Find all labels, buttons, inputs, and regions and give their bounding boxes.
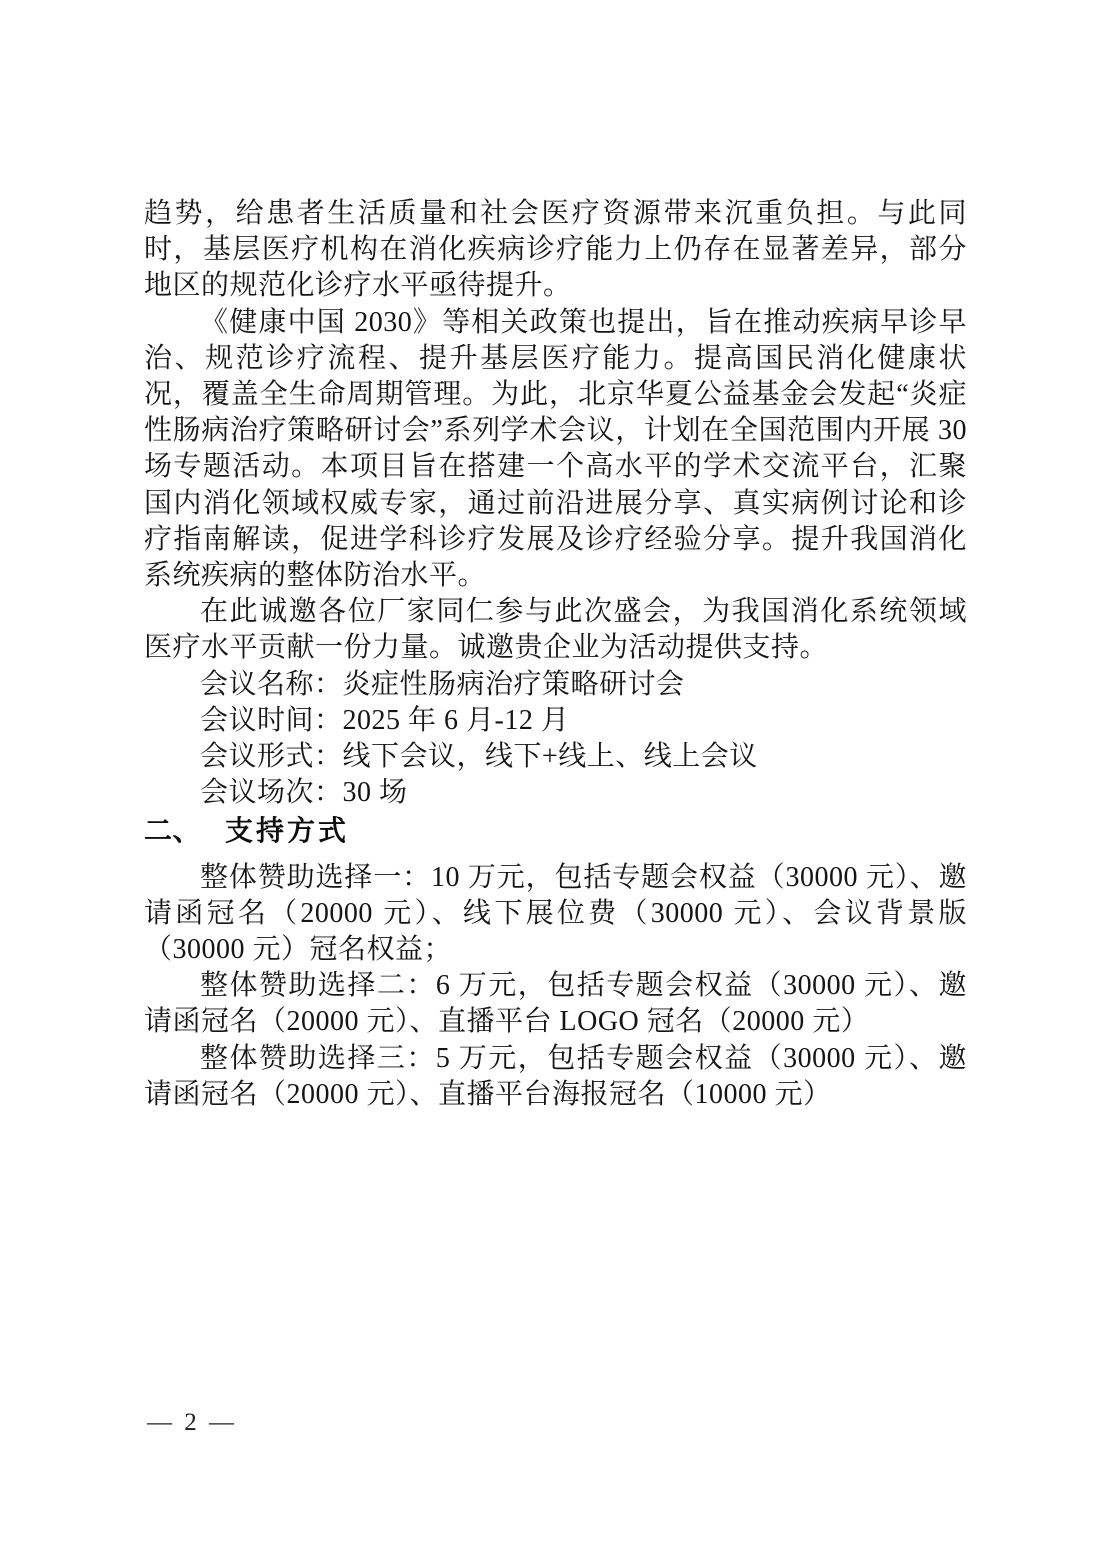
section-heading-number: 二、 xyxy=(144,815,202,847)
paragraph-invitation: 在此诚邀各位厂家同仁参与此次盛会，为我国消化系统领域医疗水平贡献一份力量。诚邀贵企业为活动提供支持。 xyxy=(144,596,967,664)
meeting-name-line: 会议名称：炎症性肠病治疗策略研讨会 xyxy=(200,668,685,700)
document-body xyxy=(144,196,967,1113)
page-footer xyxy=(147,1408,237,1438)
meeting-sessions-line: 会议场次：30 场 xyxy=(200,777,408,809)
paragraph-policy-background: 《健康中国 2030》等相关政策也提出，旨在推动疾病早诊早治、规范诊疗流程、提升基层医疗能力。提高国民消化健康状况，覆盖全生命周期管理。为此，北京华夏公益基金会发起“炎症性肠病治疗策略研讨会”系列学术会议，计划在全国范围内开展 30 场专题活动。本项目旨在搭建一个高水平的学术交流平台，汇聚国内消化领域权威专家，通过前沿进展分享、真实病例讨论和诊疗指南解读，促进学科诊疗发展及诊疗经验分享。提升我国消化系统疾病的整体防治水平。 xyxy=(144,306,967,592)
page-number-label: — 2 — xyxy=(147,1409,237,1436)
paragraph-continuation-burden: 趋势，给患者生活质量和社会医疗资源带来沉重负担。与此同时，基层医疗机构在消化疾病诊疗能力上仍存在显著差异，部分地区的规范化诊疗水平亟待提升。 xyxy=(144,198,967,302)
sponsor-option-2: 整体赞助选择二：6 万元，包括专题会权益（30000 元）、邀请函冠名（20000 元）、直播平台 LOGO 冠名（20000 元） xyxy=(144,970,967,1038)
section-heading xyxy=(144,813,967,849)
sponsor-option-1: 整体赞助选择一：10 万元，包括专题会权益（30000 元）、邀请函冠名（20000 元）、线下展位费（30000 元）、会议背景版（30000 元）冠名权益； xyxy=(144,861,967,966)
meeting-format-line: 会议形式：线下会议，线下+线上、线上会议 xyxy=(200,741,758,773)
sponsor-option-3: 整体赞助选择三：5 万元，包括专题会权益（30000 元）、邀请函冠名（20000 元）、直播平台海报冠名（10000 元） xyxy=(144,1042,967,1110)
meeting-time-line: 会议时间：2025 年 6 月-12 月 xyxy=(200,704,570,736)
section-heading-title: 支持方式 xyxy=(225,815,350,847)
